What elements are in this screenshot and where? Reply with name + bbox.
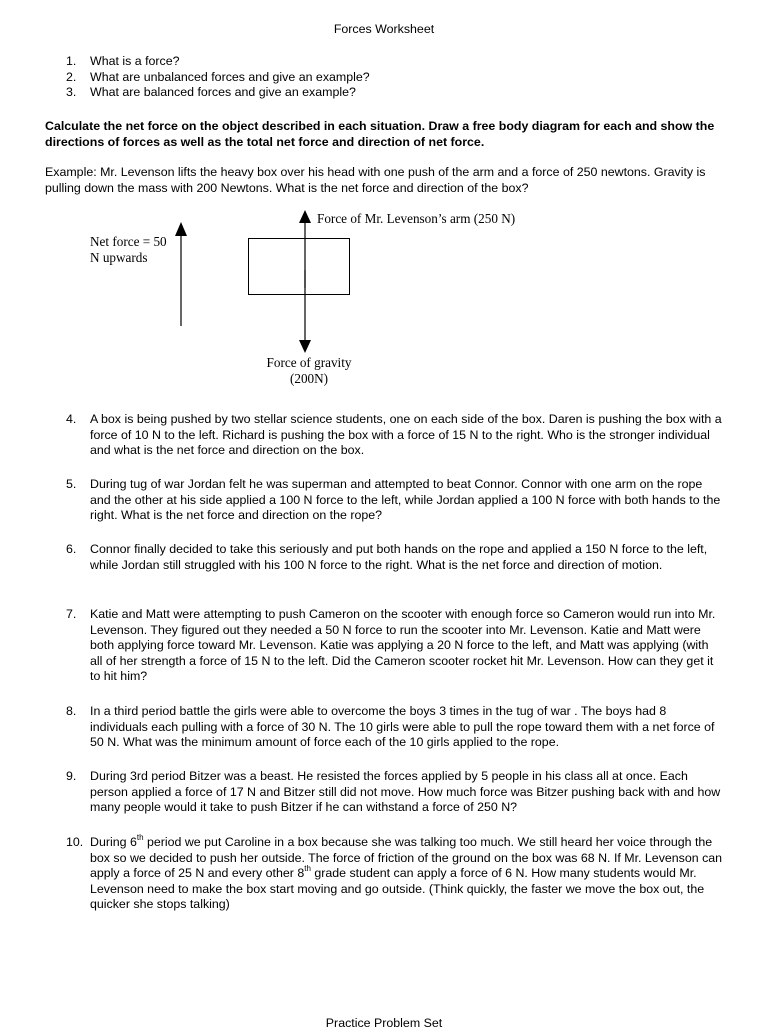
- gravity-label-line2: (200N): [289, 371, 329, 386]
- question-number: 2.: [66, 69, 77, 84]
- problem-number: 4.: [66, 412, 77, 426]
- superscript: th: [136, 832, 144, 842]
- problem-text: [90, 832, 724, 913]
- problem-text: During tug of war Jordan felt he was superman and attempted to beat Connor. Connor with one arm on the rope and the other at his side applied a 100 N force to the left, while Jordan applied a 100 N force with both hands to the right. What is the net force and direction on the rope?: [90, 477, 721, 522]
- question-text: What are balanced forces and give an example?: [90, 85, 356, 99]
- problem10-part3: grade student can apply a force of 6 N. How many students would Mr. Levenson need to make the box start moving and go outside. (Think quickly, the faster we move the box out, the quicker she stops talking): [90, 866, 705, 911]
- problem-text: Connor finally decided to take this seriously and put both hands on the rope and applied a 150 N force to the left, while Jordan still struggled with his 100 N force to the right. What is the net force and direction of motion.: [90, 542, 708, 572]
- question-text: What is a force?: [90, 54, 180, 68]
- superscript: th: [304, 863, 311, 873]
- problem-number: 9.: [66, 769, 77, 783]
- net-force-label-line2: N upwards: [90, 250, 148, 265]
- problem-number: 8.: [66, 704, 77, 718]
- problem-text: During 3rd period Bitzer was a beast. He resisted the forces applied by 5 people in his class all at once. Each person applied a force of 17 N and Bitzer still did not move. How much force was Bitzer pushing back with and how many people would it take to push Bitzer if he can withstand a force of 250 N?: [90, 769, 721, 814]
- instructions: Calculate the net force on the object described in each situation. Draw a free body diagram for each and show the directions of forces as well as the total net force and direction of net force.: [45, 119, 715, 149]
- problem-number: 10.: [66, 835, 84, 849]
- problem10-part2: period we put Caroline in a box because she was talking too much. We still heard her voice through the box so we decided to push her outside. The force of friction of the ground on the box was 68 N. If Mr. Levenson can apply a force of 25 N and every other 8: [90, 835, 723, 880]
- arm-force-label: Force of Mr. Levenson’s arm (250 N): [317, 211, 516, 226]
- gravity-label-line1: Force of gravity: [266, 355, 352, 370]
- problem10-part1: During 6: [90, 835, 137, 849]
- page-title: Forces Worksheet: [333, 22, 435, 36]
- gravity-force-arrowhead: [299, 340, 311, 353]
- gravity-force-label: [244, 355, 374, 387]
- problem-text: A box is being pushed by two stellar science students, one on each side of the box. Daren is pushing the box with a force of 10 N to the left. Richard is pushing the box with a force of 15 N to the right. Who is the stronger individual and what is the net force and direction on the box.: [90, 412, 722, 457]
- arm-force-arrowhead: [299, 210, 311, 223]
- question-text: What are unbalanced forces and give an example?: [90, 69, 370, 84]
- problem-number: 6.: [66, 542, 77, 556]
- problem-number: 5.: [66, 477, 77, 491]
- problem-number: 7.: [66, 607, 77, 621]
- footer-title: Practice Problem Set: [325, 1016, 443, 1030]
- problem-text: Katie and Matt were attempting to push Cameron on the scooter with enough force so Cameron would run into Mr. Levenson. They figured out they needed a 50 N force to run the scooter into Mr. Levenson. Katie and Matt were both applying force toward Mr. Levenson. Katie was applying a 20 N force to the left, and Matt was applying (with all of her strength a force of 15 N to the left. Did the Cameron scooter rocket hit Mr. Levenson. How can they get it to hit him?: [90, 607, 716, 683]
- problem-text: In a third period battle the girls were able to overcome the boys 3 times in the tug of war . The boys had 8 individuals each pulling with a force of 30 N. The 10 girls were able to pull the rope toward them with a net force of 50 N. What was the minimum amount of force each of the 10 girls applied to the rope.: [90, 704, 715, 749]
- box-shape: [249, 239, 350, 295]
- free-body-diagram: [0, 200, 768, 400]
- net-force-label: [90, 234, 200, 266]
- question-number: 3.: [66, 85, 77, 99]
- question-number: 1.: [66, 54, 77, 68]
- example-text: Example: Mr. Levenson lifts the heavy box over his head with one push of the arm and a force of 250 newtons. Gravity is pulling down the mass with 200 Newtons. What is the net force and direction of the box?: [45, 165, 706, 195]
- net-force-label-line1: Net force = 50: [90, 234, 167, 249]
